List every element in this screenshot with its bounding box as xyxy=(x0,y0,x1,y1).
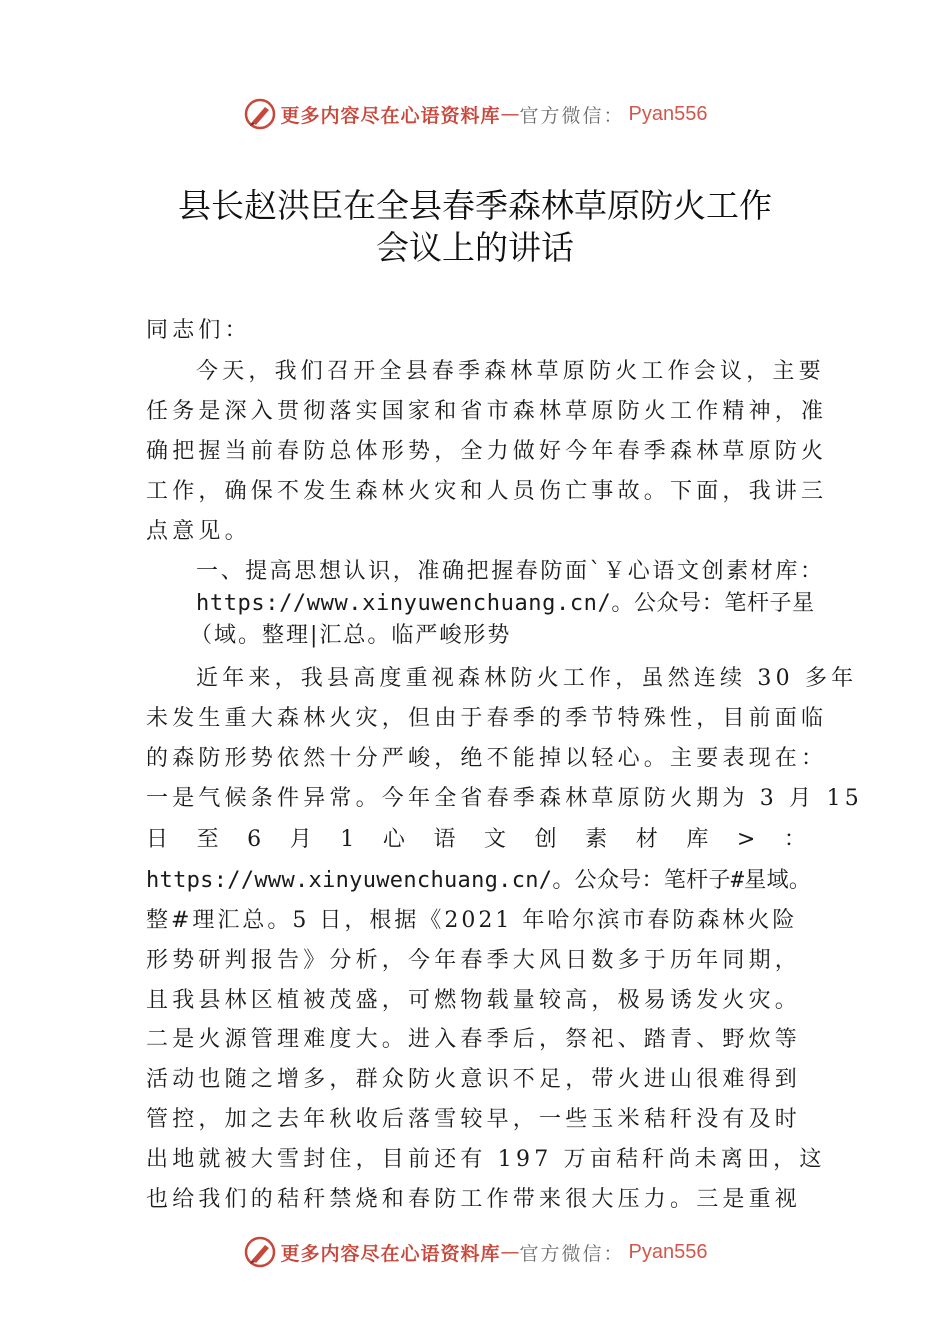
body-line: 今天，我们召开全县春季森林草原防火工作会议，主要 xyxy=(196,359,825,384)
spread-token: 库 xyxy=(686,827,709,852)
body-line: 确把握当前春防总体形势，全力做好今年春季森林草原防火 xyxy=(146,439,828,464)
spread-token: ： xyxy=(783,827,806,852)
spread-token: 1 xyxy=(340,827,355,852)
watermark-wechat-id: Pyan556 xyxy=(628,1240,708,1263)
title-line-2: 会议上的讲话 xyxy=(376,228,574,267)
body-line: https://www.xinyuwenchuang.cn/。公众号：笔杆子#星域。 xyxy=(146,868,812,893)
spread-token: 6 xyxy=(247,827,262,852)
spread-token: 心 xyxy=(382,827,405,852)
spread-token: 材 xyxy=(635,827,658,852)
body-line: 活动也随之增多，群众防火意识不足，带火进山很难得到 xyxy=(146,1067,802,1092)
body-line: 点意见。 xyxy=(146,519,251,544)
spread-line xyxy=(146,825,806,855)
watermark-wechat-label: 官方微信： xyxy=(519,1242,625,1265)
spread-token: > xyxy=(736,827,756,852)
body-line: 的森防形势依然十分严峻，绝不能掉以轻心。主要表现在： xyxy=(146,746,828,771)
body-line: 任务是深入贯彻落实国家和省市森林草原防火工作精神，准 xyxy=(146,399,828,424)
spread-token: 素 xyxy=(585,827,608,852)
body-line: 一是气候条件异常。今年全省春季森林草原防火期为 3 月 15 xyxy=(146,786,863,811)
pen-logo-icon xyxy=(243,1235,277,1269)
section-heading-1: 一、提高思想认识，准确把握春防面`￥心语文创素材库： xyxy=(196,559,825,584)
watermark-wechat-label: 官方微信： xyxy=(519,104,625,127)
body-line: https://www.xinyuwenchuang.cn/。公众号：笔杆子星 xyxy=(196,591,815,616)
body-line: 工作，确保不发生森林火灾和人员伤亡事故。下面，我讲三 xyxy=(146,479,828,504)
body-line: （域。整理|汇总。临严峻形势 xyxy=(190,623,512,648)
watermark-banner-top xyxy=(0,94,950,134)
salutation: 同志们： xyxy=(146,318,251,343)
watermark-text: 更多内容尽在心语资料库 xyxy=(280,1242,501,1265)
body-line: 管控，加之去年秋收后落雪较早，一些玉米秸秆没有及时 xyxy=(146,1107,802,1132)
watermark-text: 更多内容尽在心语资料库 xyxy=(280,104,501,127)
spread-token: 语 xyxy=(433,827,456,852)
body-line: 出地就被大雪封住，目前还有 197 万亩秸秆尚未离田，这 xyxy=(146,1147,826,1172)
body-line: 二是火源管理难度大。进入春季后，祭祀、踏青、野炊等 xyxy=(146,1027,802,1052)
spread-token: 日 xyxy=(146,827,169,852)
spread-token: 创 xyxy=(534,827,557,852)
watermark-separator: — xyxy=(500,1241,520,1263)
body-line: 近年来，我县高度重视森林防火工作，虽然连续 30 多年 xyxy=(196,666,858,691)
title-line-1: 县长赵洪臣在全县春季森林草原防火工作 xyxy=(178,186,772,225)
page-title xyxy=(0,185,950,269)
body-line: 也给我们的秸秆禁烧和春防工作带来很大压力。三是重视 xyxy=(146,1187,802,1212)
spread-token: 文 xyxy=(484,827,507,852)
body-line: 整#理汇总。5 日，根据《2021 年哈尔滨市春防森林火险 xyxy=(146,908,798,933)
watermark-wechat-id: Pyan556 xyxy=(628,102,708,125)
spread-token: 月 xyxy=(289,827,312,852)
watermark-banner-bottom xyxy=(0,1232,950,1272)
body-line: 形势研判报告》分析，今年春季大风日数多于历年同期， xyxy=(146,948,802,973)
pen-logo-icon xyxy=(243,97,277,131)
watermark-separator: — xyxy=(500,103,520,125)
spread-token: 至 xyxy=(196,827,219,852)
body-line: 未发生重大森林火灾，但由于春季的季节特殊性，目前面临 xyxy=(146,706,828,731)
body-line: 且我县林区植被茂盛，可燃物载量较高，极易诱发火灾。 xyxy=(146,988,802,1013)
